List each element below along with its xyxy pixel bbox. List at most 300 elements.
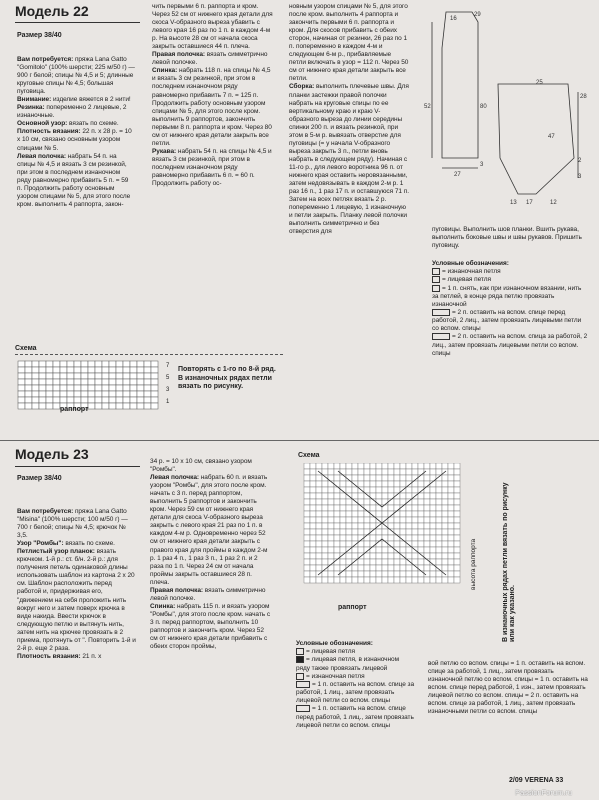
- scheme-cell: [304, 577, 310, 583]
- scheme-cell: [394, 577, 400, 583]
- scheme-cell: [328, 505, 334, 511]
- scheme-cell: [430, 547, 436, 553]
- scheme-cell: [424, 577, 430, 583]
- scheme-cell: [436, 499, 442, 505]
- model23-legend2: [428, 660, 588, 716]
- scheme-cell: [74, 367, 81, 373]
- scheme-cell: [334, 505, 340, 511]
- model22-legend: [432, 260, 588, 358]
- scheme-cell: [382, 559, 388, 565]
- scheme-cell: [328, 553, 334, 559]
- scheme-cell: [454, 469, 460, 475]
- scheme-cell: [328, 523, 334, 529]
- model22-pattern-diagram: [418, 8, 594, 224]
- scheme-cell: [32, 403, 39, 409]
- model23-title-underline: [15, 466, 140, 467]
- scheme-cell: [322, 499, 328, 505]
- scheme-cell: [322, 493, 328, 499]
- row-label-5: 5: [166, 375, 170, 381]
- scheme-cell: [334, 541, 340, 547]
- scheme-cell: [388, 463, 394, 469]
- scheme-cell: [310, 475, 316, 481]
- scheme-cell: [102, 397, 109, 403]
- scheme-cell: [352, 511, 358, 517]
- scheme-cell: [376, 565, 382, 571]
- scheme-cell: [382, 547, 388, 553]
- scheme-cell: [412, 517, 418, 523]
- scheme-cell: [130, 373, 137, 379]
- scheme-cell: [454, 499, 460, 505]
- scheme-cell: [454, 565, 460, 571]
- scheme-cell: [137, 391, 144, 397]
- scheme-cell: [151, 361, 158, 367]
- model23-scheme-label: Схема: [298, 452, 320, 459]
- scheme-cell: [448, 529, 454, 535]
- scheme-cell: [304, 493, 310, 499]
- scheme-cell: [436, 547, 442, 553]
- m22-c2-p2: Спинка: набрать 118 п. на спицы № 4,5 и вязать 3 см резинкой, при этом в последнем изнаночном ряду равномерно прибавить 7 п. = 125 п. Продолжить работу основным узором спицами № 5, для этого после кром. выполнить 9 раппортов, закончить первыми 8 п. раппорта и кром. Через 80 см от нижнего края детали закрыть все петли.: [152, 67, 272, 147]
- scheme-cell: [406, 475, 412, 481]
- scheme-cell: [304, 553, 310, 559]
- scheme-cell: [454, 553, 460, 559]
- scheme-cell: [130, 403, 137, 409]
- model22-title-underline: [15, 22, 140, 23]
- model22-size: Размер 38/40: [17, 32, 62, 39]
- scheme-cell: [448, 511, 454, 517]
- scheme-cell: [46, 379, 53, 385]
- scheme-cell: [394, 559, 400, 565]
- scheme-cell: [346, 487, 352, 493]
- scheme-cell: [358, 559, 364, 565]
- m23-c2-p0: 34 р. = 10 х 10 см, связано узором "Ромбы".: [150, 458, 252, 474]
- legend23-cross-back-icon: [296, 681, 310, 688]
- model22-col3: [289, 3, 409, 236]
- scheme-cell: [32, 361, 39, 367]
- scheme-cell: [328, 529, 334, 535]
- scheme-cell: [102, 385, 109, 391]
- scheme-cell: [18, 373, 25, 379]
- scheme-cell: [418, 523, 424, 529]
- scheme-cell: [388, 505, 394, 511]
- scheme-cell: [322, 577, 328, 583]
- model23-scheme-repeat: раппорт: [338, 604, 367, 611]
- scheme-cell: [418, 505, 424, 511]
- scheme-cell: [18, 403, 25, 409]
- scheme-cell: [424, 493, 430, 499]
- scheme-cell: [382, 493, 388, 499]
- scheme-cell: [406, 523, 412, 529]
- scheme-cell: [400, 547, 406, 553]
- scheme-cell: [382, 571, 388, 577]
- scheme-cell: [310, 541, 316, 547]
- scheme-cell: [304, 523, 310, 529]
- scheme-cell: [352, 559, 358, 565]
- scheme-cell: [25, 397, 32, 403]
- scheme-cell: [442, 535, 448, 541]
- scheme-cell: [364, 541, 370, 547]
- scheme-cell: [304, 505, 310, 511]
- scheme-cell: [418, 565, 424, 571]
- scheme-cell: [406, 499, 412, 505]
- scheme-cell: [376, 547, 382, 553]
- scheme-cell: [53, 397, 60, 403]
- scheme-cell: [430, 571, 436, 577]
- scheme-cell: [25, 379, 32, 385]
- model23-scheme-note: В изнаночных рядах петли вязать по рисунку или как указано.: [502, 482, 516, 642]
- scheme-cell: [304, 511, 310, 517]
- scheme-cell: [316, 487, 322, 493]
- scheme-cell: [116, 379, 123, 385]
- scheme-cell: [436, 469, 442, 475]
- scheme-cell: [442, 487, 448, 493]
- scheme-cell: [364, 463, 370, 469]
- scheme-cell: [88, 367, 95, 373]
- scheme-cell: [116, 367, 123, 373]
- scheme-cell: [109, 379, 116, 385]
- scheme-cell: [412, 487, 418, 493]
- scheme-cell: [95, 367, 102, 373]
- scheme-cell: [442, 463, 448, 469]
- m22-legend-3: = 2 п. оставить на вспом. спице перед работой, 2 лиц., затем провязать лицевыми петли со вспом. спицы: [432, 309, 582, 333]
- scheme-cell: [322, 547, 328, 553]
- scheme-cell: [436, 553, 442, 559]
- m22-c1-p4: Плотность вязания: 22 п. х 28 р. = 10 х 10 см, связано основным узором спицами № 5.: [17, 128, 132, 152]
- m23-c1-p3: Плотность вязания: 21 п. х: [17, 652, 102, 660]
- scheme-cell: [109, 391, 116, 397]
- scheme-cell: [430, 463, 436, 469]
- scheme-cell: [39, 367, 46, 373]
- scheme-cell: [352, 523, 358, 529]
- scheme-cell: [424, 475, 430, 481]
- scheme-cell: [394, 463, 400, 469]
- scheme-cell: [448, 535, 454, 541]
- scheme-cell: [60, 379, 67, 385]
- scheme-cell: [454, 547, 460, 553]
- scheme-cell: [32, 379, 39, 385]
- scheme-cell: [424, 511, 430, 517]
- scheme-cell: [442, 559, 448, 565]
- scheme-cell: [334, 511, 340, 517]
- scheme-cell: [430, 523, 436, 529]
- scheme-cell: [394, 565, 400, 571]
- scheme-cell: [454, 487, 460, 493]
- scheme-cell: [430, 577, 436, 583]
- scheme-cell: [328, 463, 334, 469]
- scheme-cell: [448, 571, 454, 577]
- scheme-cell: [109, 403, 116, 409]
- scheme-cell: [60, 367, 67, 373]
- legend-cable-front-icon: [432, 309, 450, 316]
- scheme-cell: [406, 535, 412, 541]
- scheme-cell: [316, 511, 322, 517]
- scheme-cell: [376, 529, 382, 535]
- scheme-cell: [74, 379, 81, 385]
- scheme-cell: [322, 463, 328, 469]
- scheme-cell: [436, 541, 442, 547]
- m23-c2-p3: Спинка: набрать 115 п. и вязать узором "Ромбы", для этого после кром. начать с 3 п. перед раппортом, выполнить 10 раппортов и закончить кром. Через 52 см от нижнего края детали прибавить с обеих сторон проймы,: [150, 602, 271, 651]
- scheme-cell: [406, 493, 412, 499]
- scheme-cell: [60, 361, 67, 367]
- scheme-cell: [304, 499, 310, 505]
- scheme-cell: [340, 547, 346, 553]
- scheme-cell: [424, 505, 430, 511]
- scheme-cell: [436, 571, 442, 577]
- scheme-cell: [346, 463, 352, 469]
- scheme-cell: [358, 469, 364, 475]
- scheme-cell: [316, 529, 322, 535]
- scheme-cell: [334, 517, 340, 523]
- scheme-cell: [406, 469, 412, 475]
- scheme-cell: [74, 385, 81, 391]
- scheme-cell: [448, 541, 454, 547]
- scheme-cell: [376, 463, 382, 469]
- model22-scheme-label: Схема: [15, 345, 37, 352]
- scheme-cell: [304, 463, 310, 469]
- scheme-cell: [346, 505, 352, 511]
- scheme-cell: [400, 529, 406, 535]
- scheme-cell: [123, 373, 130, 379]
- scheme-cell: [18, 361, 25, 367]
- scheme-cell: [322, 553, 328, 559]
- scheme-cell: [310, 517, 316, 523]
- scheme-cell: [95, 391, 102, 397]
- dim-label-3: 80: [480, 104, 487, 110]
- scheme-cell: [376, 511, 382, 517]
- scheme-cell: [116, 373, 123, 379]
- scheme-cell: [32, 385, 39, 391]
- scheme-cell: [346, 571, 352, 577]
- scheme-cell: [418, 475, 424, 481]
- scheme-cell: [304, 529, 310, 535]
- scheme-cell: [95, 385, 102, 391]
- scheme-cell: [364, 553, 370, 559]
- scheme-cell: [144, 379, 151, 385]
- scheme-cell: [328, 499, 334, 505]
- scheme-cell: [316, 553, 322, 559]
- scheme-cell: [130, 367, 137, 373]
- scheme-cell: [418, 481, 424, 487]
- scheme-cell: [310, 499, 316, 505]
- scheme-cell: [382, 553, 388, 559]
- scheme-cell: [316, 493, 322, 499]
- scheme-cell: [67, 367, 74, 373]
- m23-c1-p0: Вам потребуется: пряжа Lana Gatto "Misina" (100% шерсти; 100 м/50 г) — 700 г белой; спицы № 4,5; крючок № 3,5.: [17, 508, 128, 540]
- scheme-cell: [53, 403, 60, 409]
- scheme-cell: [448, 475, 454, 481]
- scheme-cell: [370, 475, 376, 481]
- scheme-cell: [376, 559, 382, 565]
- scheme-cell: [418, 571, 424, 577]
- scheme-cell: [328, 535, 334, 541]
- scheme-cell: [25, 403, 32, 409]
- scheme-cell: [418, 529, 424, 535]
- scheme-cell: [102, 361, 109, 367]
- scheme-cell: [448, 469, 454, 475]
- scheme-cell: [144, 391, 151, 397]
- scheme-cell: [412, 571, 418, 577]
- model22-title: [15, 3, 125, 19]
- scheme-cell: [364, 565, 370, 571]
- scheme-cell: [18, 367, 25, 373]
- scheme-cell: [310, 535, 316, 541]
- scheme-cell: [364, 505, 370, 511]
- scheme-cell: [454, 559, 460, 565]
- scheme-cell: [352, 547, 358, 553]
- scheme-cell: [316, 481, 322, 487]
- scheme-cell: [39, 373, 46, 379]
- scheme-cell: [109, 367, 116, 373]
- scheme-cell: [400, 511, 406, 517]
- scheme-cell: [95, 379, 102, 385]
- scheme-cell: [358, 547, 364, 553]
- scheme-cell: [436, 511, 442, 517]
- scheme-cell: [18, 379, 25, 385]
- scheme-cell: [304, 559, 310, 565]
- m22-legend-0: = изнаночная петля: [432, 268, 588, 276]
- model23-col2: [150, 458, 272, 651]
- scheme-cell: [130, 361, 137, 367]
- dim-label-10: 3: [578, 174, 582, 180]
- scheme-cell: [316, 463, 322, 469]
- scheme-cell: [376, 571, 382, 577]
- scheme-cell: [109, 385, 116, 391]
- scheme-cell: [430, 493, 436, 499]
- dim-label-12: 12: [550, 200, 557, 206]
- scheme-cell: [436, 517, 442, 523]
- m22-c1-p3: Основной узор: вязать по схеме.: [17, 120, 119, 128]
- scheme-cell: [352, 541, 358, 547]
- scheme-cell: [340, 529, 346, 535]
- scheme-cell: [382, 511, 388, 517]
- m22-c2-p0: чить первыми 6 п. раппорта и кром. Через 52 см от нижнего края детали для скоса V-образного выреза убавить с левого края 16 раз по 1 п. в каждом 4-м р. На высоте 28 см от начала скоса закрыть оставшиеся 44 п. плеча.: [152, 3, 273, 51]
- scheme-cell: [109, 373, 116, 379]
- scheme-cell: [340, 511, 346, 517]
- scheme-cell: [424, 463, 430, 469]
- scheme-cell: [123, 403, 130, 409]
- scheme-cell: [370, 463, 376, 469]
- scheme-cell: [123, 361, 130, 367]
- scheme-cell: [304, 517, 310, 523]
- scheme-cell: [316, 577, 322, 583]
- scheme-cell: [364, 481, 370, 487]
- scheme-cell: [60, 373, 67, 379]
- scheme-cell: [394, 523, 400, 529]
- m23-legend-2: = изнаночная петля: [296, 673, 414, 681]
- scheme-cell: [334, 577, 340, 583]
- scheme-cell: [424, 565, 430, 571]
- scheme-cell: [430, 529, 436, 535]
- scheme-cell: [352, 565, 358, 571]
- scheme-cell: [322, 505, 328, 511]
- scheme-cell: [310, 571, 316, 577]
- sleeve-piece-shape: [498, 84, 574, 194]
- scheme-cell: [39, 391, 46, 397]
- scheme-cell: [412, 541, 418, 547]
- scheme-cell: [81, 361, 88, 367]
- scheme-cell: [412, 577, 418, 583]
- scheme-cell: [394, 517, 400, 523]
- scheme-cell: [95, 403, 102, 409]
- scheme-cell: [442, 481, 448, 487]
- scheme-cell: [358, 517, 364, 523]
- scheme-cell: [352, 505, 358, 511]
- scheme-cell: [102, 403, 109, 409]
- m23-legend-title: Условные обозначения:: [296, 640, 373, 647]
- model22-scheme-repeat: раппорт: [60, 406, 89, 413]
- scheme-cell: [81, 391, 88, 397]
- scheme-cell: [346, 523, 352, 529]
- scheme-cell: [39, 385, 46, 391]
- scheme-cell: [88, 361, 95, 367]
- scheme-cell: [424, 529, 430, 535]
- scheme-cell: [18, 397, 25, 403]
- scheme-cell: [424, 523, 430, 529]
- scheme-cell: [442, 499, 448, 505]
- scheme-cell: [144, 403, 151, 409]
- model22-scheme-chart: [16, 359, 176, 415]
- scheme-cell: [310, 463, 316, 469]
- scheme-cell: [370, 565, 376, 571]
- scheme-cell: [304, 481, 310, 487]
- scheme-cell: [144, 373, 151, 379]
- scheme-cell: [151, 403, 158, 409]
- scheme-cell: [406, 553, 412, 559]
- scheme-cell: [376, 487, 382, 493]
- scheme-cell: [102, 379, 109, 385]
- scheme-cell: [418, 463, 424, 469]
- scheme-cell: [406, 559, 412, 565]
- scheme-cell: [454, 577, 460, 583]
- dim-label-4: 27: [454, 172, 461, 178]
- scheme-cell: [430, 517, 436, 523]
- scheme-cell: [352, 553, 358, 559]
- scheme-cell: [400, 559, 406, 565]
- scheme-cell: [46, 397, 53, 403]
- scheme-cell: [400, 493, 406, 499]
- scheme-cell: [430, 487, 436, 493]
- scheme-cell: [412, 529, 418, 535]
- scheme-cell: [25, 385, 32, 391]
- models-divider: [0, 440, 599, 441]
- scheme-cell: [436, 505, 442, 511]
- m23-c2-p2: Правая полочка: вязать симметрично левой полочке.: [150, 586, 266, 602]
- scheme-cell: [60, 391, 67, 397]
- m23-legend-3: = 1 п. оставить на вспом. спице за работой, 1 лиц., затем провязать лицевой петли со вспом. спицы: [296, 681, 415, 705]
- scheme-cell: [46, 391, 53, 397]
- scheme-cell: [137, 403, 144, 409]
- scheme-cell: [454, 529, 460, 535]
- dim-label-6: 25: [536, 80, 543, 86]
- scheme-cell: [454, 505, 460, 511]
- scheme-cell: [151, 373, 158, 379]
- row-label-1: 1: [166, 399, 170, 405]
- scheme-cell: [310, 481, 316, 487]
- model23-scheme-height: высота раппорта: [470, 538, 477, 590]
- scheme-cell: [328, 541, 334, 547]
- scheme-cell: [328, 487, 334, 493]
- scheme-cell: [81, 373, 88, 379]
- scheme-cell: [454, 523, 460, 529]
- scheme-cell: [400, 481, 406, 487]
- m23-legend-4: = 1 п. оставить на вспом. спице перед работой, 1 лиц., затем провязать лицевой петли со вспом. спицы: [296, 705, 414, 729]
- scheme-cell: [358, 475, 364, 481]
- scheme-cell: [454, 463, 460, 469]
- scheme-cell: [358, 481, 364, 487]
- scheme-cell: [328, 517, 334, 523]
- scheme-cell: [364, 487, 370, 493]
- scheme-cell: [352, 517, 358, 523]
- scheme-cell: [364, 571, 370, 577]
